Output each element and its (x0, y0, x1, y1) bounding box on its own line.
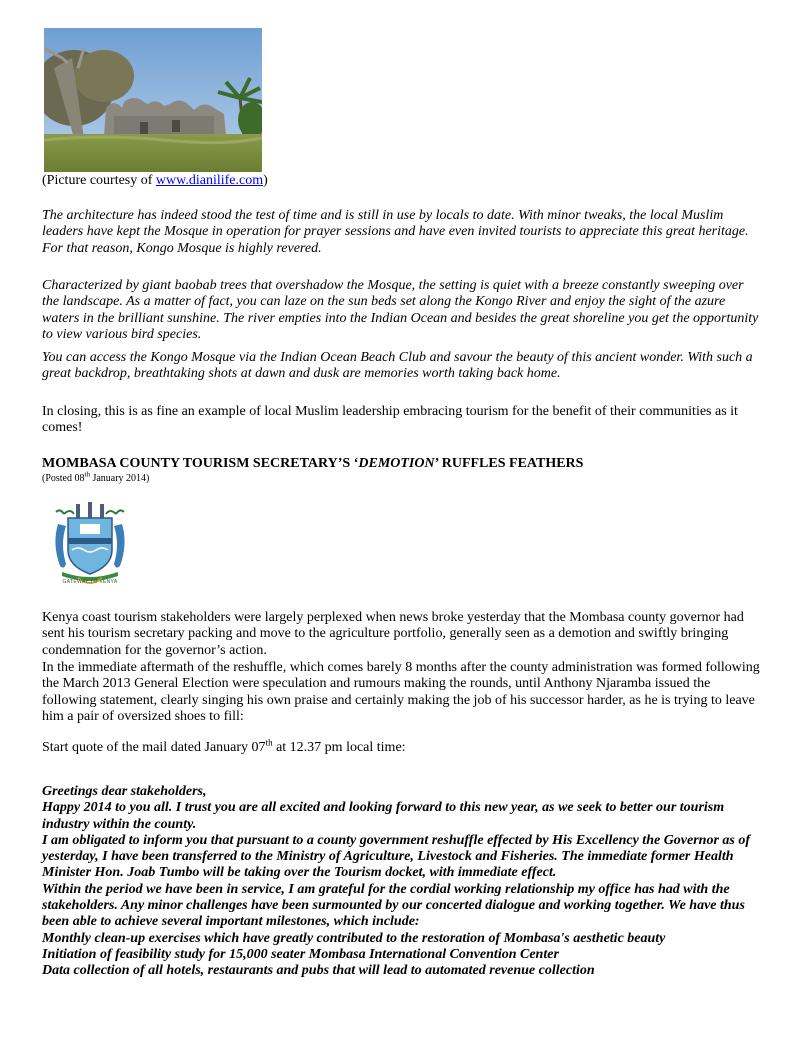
caption-suffix: ) (263, 173, 268, 188)
paragraph-closing: In closing, this is as fine an example of local Muslim leadership embracing tourism for the benefit of their communities as it comes! (42, 404, 738, 436)
posted-post: January 2014) (89, 473, 150, 484)
posted-date (42, 470, 150, 484)
article-paragraph-2: In the immediate aftermath of the reshuffle, which comes barely 8 months after the county administration was formed following the March 2013 General Election were speculation and rumours making the rounds, until Anthony Njaramba issued the following statement, clearly singing his own praise and certainly making the job of his successor harder, as he is trying to leave him a pair of oversized shoes to fill: (42, 660, 760, 724)
mail-line: Within the period we have been in service, I am grateful for the cordial working relationship my office has had with the stakeholders. Any minor challenges have been surmounted by our concerted dialogue and working together. We have thus been able to achieve several important milestones, which include: (42, 881, 745, 930)
logo-motto: GATEWAY TO KENYA (62, 579, 118, 585)
paragraph-baobab: Characterized by giant baobab trees that overshadow the Mosque, the setting is quiet with a breeze constantly sweeping over the landscape. As a matter of fact, you can laze on the sun beds set along the Kongo River and enjoy the sight of the azure waters in the brilliant sunshine. The river empties into the Indian Ocean and besides the great shoreline you get the opportunity to view various bird species. (42, 278, 759, 342)
article-heading (42, 456, 583, 472)
paragraph-architecture: The architecture has indeed stood the test of time and is still in use by locals to date. With minor tweaks, the local Muslim leaders have kept the Mosque in operation for prayer sessions and have even invited tourists to appreciate this great heritage. For that reason, Kongo Mosque is highly revered. (42, 208, 749, 256)
mail-line: Happy 2014 to you all. I trust you are all excited and looking forward to this new year, as we seek to better our tourism industry within the county. (42, 800, 725, 832)
mail-greeting: Greetings dear stakeholders, (42, 784, 207, 799)
mail-milestone: Monthly clean-up exercises which have greatly contributed to the restoration of Mombasa's aesthetic beauty (42, 930, 666, 946)
heading-text-emphasis: DEMOTION (358, 456, 435, 471)
heading-text-pre: MOMBASA COUNTY TOURISM SECRETARY’S ‘ (42, 456, 359, 471)
quote-intro-post: at 12.37 pm local time: (272, 740, 406, 755)
posted-pre: (Posted 08 (42, 473, 85, 484)
photo-caption (42, 172, 268, 189)
article-paragraph-1: Kenya coast tourism stakeholders were largely perplexed when news broke yesterday that the Mombasa county governor had sent his tourism secretary packing and move to the agriculture portfolio, generally seen as a demotion and swiftly bringing condemnation for the governor’s action. (42, 610, 744, 658)
heading-text-post: ’ RUFFLES FEATHERS (434, 456, 584, 471)
mail-milestone: Data collection of all hotels, restaurants and pubs that will lead to automated revenue collection (42, 963, 595, 979)
stakeholder-mail (42, 784, 762, 980)
quote-intro (42, 737, 762, 756)
paragraph-access: You can access the Kongo Mosque via the Indian Ocean Beach Club and savour the beauty of this ancient wonder. With such a great backdrop, breathtaking shots at dawn and dusk are memories worth taking back home. (42, 350, 753, 382)
quote-intro-sup: th (265, 737, 273, 748)
mail-line: I am obligated to inform you that pursuant to a county government reshuffle effected by His Excellency the Governor as of yesterday, I have been transferred to the Ministry of Agriculture, Livestock and Fisheries. The immediate former Health Minister Hon. Joab Tumbo will be taking over the Tourism docket, with immediate effect. (42, 832, 751, 881)
mail-milestone: Initiation of feasibility study for 15,000 seater Mombasa International Convention Center (42, 946, 559, 962)
caption-prefix: (Picture courtesy of (42, 173, 156, 188)
quote-intro-pre: Start quote of the mail dated January 07 (42, 740, 266, 755)
kongo-mosque-photo (44, 28, 262, 172)
caption-link[interactable]: www.dianilife.com (155, 173, 264, 188)
mosque-photo-illustration (44, 28, 262, 172)
posted-sup: th (84, 470, 90, 479)
mombasa-county-logo (50, 500, 130, 592)
